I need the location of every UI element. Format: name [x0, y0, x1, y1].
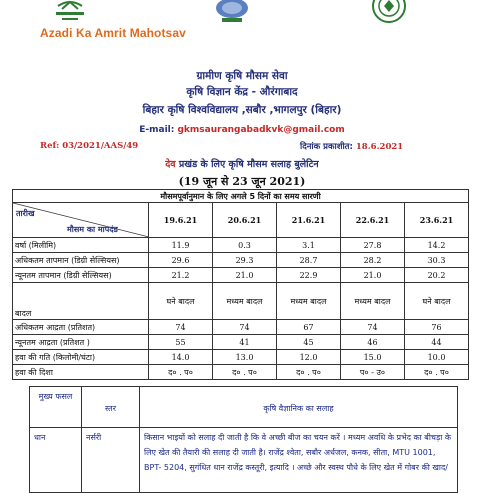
logo-strip [0, 0, 484, 24]
value-cell: 22.9 [277, 268, 341, 283]
value-cell: द० . प० [405, 365, 469, 380]
publish-date-value: 18.6.2021 [355, 142, 404, 152]
value-cell: 29.3 [213, 253, 277, 268]
value-cell: 0.3 [213, 238, 277, 253]
value-cell: प० - उ० [341, 365, 405, 380]
value-cell: 29.6 [149, 253, 213, 268]
value-cell: 14.2 [405, 238, 469, 253]
email-address: gkmsaurangabadkvk@gmail.com [177, 125, 345, 135]
date-cell: 22.6.21 [341, 203, 405, 238]
value-cell: घने बादल [405, 283, 469, 320]
date-cell: 21.6.21 [277, 203, 341, 238]
publish-date [300, 141, 403, 152]
bulletin-title [0, 157, 484, 170]
center-title: कृषि विज्ञान केंद्र - औरंगाबाद [186, 86, 298, 98]
kvk-seal-icon [364, 0, 414, 24]
value-cell: 10.0 [405, 350, 469, 365]
value-cell: 13.0 [213, 350, 277, 365]
table-row [13, 253, 469, 268]
advice-column-header: कृषि वैज्ञानिक का सलाह [140, 387, 458, 428]
bulletin-title-rest: प्रखंड के लिए कृषि मौसम सलाह बुलेटिन [178, 159, 319, 170]
value-cell: 46 [341, 335, 405, 350]
value-cell: द० . प० [149, 365, 213, 380]
parameter-cloud: बादल [13, 283, 149, 320]
value-cell: 28.2 [341, 253, 405, 268]
stage-column-header: स्तर [82, 387, 140, 428]
value-cell: 15.0 [341, 350, 405, 365]
table-caption-row [13, 190, 469, 203]
value-cell: द० . प० [277, 365, 341, 380]
parameter-wind-speed: हवा की गति (किलोमी/घंटा) [13, 350, 149, 365]
corner-cell [13, 203, 149, 238]
university-emblem-icon [214, 0, 250, 24]
value-cell: 44 [405, 335, 469, 350]
weather-forecast-table [12, 189, 469, 380]
value-cell: 20.2 [405, 268, 469, 283]
reference-number: Ref: 03/2021/AAS/49 [40, 141, 139, 151]
table-row [13, 335, 469, 350]
table-row [30, 428, 458, 493]
value-cell: मध्यम बादल [213, 283, 277, 320]
value-cell: 74 [149, 320, 213, 335]
parameter-wind-direction: हवा की दिशा [13, 365, 149, 380]
service-title: ग्रामीण कृषि मौसम सेवा [196, 70, 288, 82]
crop-stage: नर्सरी [82, 428, 140, 493]
crop-name: धान [30, 428, 82, 493]
value-cell: मध्यम बादल [277, 283, 341, 320]
date-header-row [13, 203, 469, 238]
value-cell: मध्यम बादल [341, 283, 405, 320]
value-cell: 21.0 [341, 268, 405, 283]
parameter-min-humidity: न्यूनतम आद्रता (प्रतिशत ) [13, 335, 149, 350]
advisory-header-row [30, 387, 458, 428]
date-cell: 23.6.21 [405, 203, 469, 238]
university-title: बिहार कृषि विश्वविद्यालय ,सबौर ,भागलपुर (बिहार) [142, 104, 342, 116]
value-cell: 55 [149, 335, 213, 350]
table-row [13, 238, 469, 253]
value-cell: 3.1 [277, 238, 341, 253]
parameter-max-humidity: अधिकतम आद्रता (प्रतिशत) [13, 320, 149, 335]
parameter-min-temp: न्यूनतम तापमान (डिग्री सेल्सियस) [13, 268, 149, 283]
table-row [13, 320, 469, 335]
table-row [13, 365, 469, 380]
advisory-table [29, 386, 458, 493]
parameter-max-temp: अधिकतम तापमान (डिग्री सेल्सियस) [13, 253, 149, 268]
value-cell: 28.7 [277, 253, 341, 268]
date-cell: 20.6.21 [213, 203, 277, 238]
value-cell: 74 [341, 320, 405, 335]
value-cell: 45 [277, 335, 341, 350]
forecast-date-range: (19 जून से 23 जून 2021) [178, 175, 306, 188]
block-name: देव [165, 159, 176, 170]
value-cell: 11.9 [149, 238, 213, 253]
publish-date-label: दिनांक प्रकाशीत: [300, 142, 353, 152]
value-cell: 67 [277, 320, 341, 335]
value-cell: 41 [213, 335, 277, 350]
email-label: E-mail: [139, 125, 175, 135]
crop-column-header: मुख्य फसल [30, 387, 82, 428]
value-cell: घने बादल [149, 283, 213, 320]
icar-logo-icon [48, 0, 92, 24]
parameter-rainfall: वर्षा (मिलीमि) [13, 238, 149, 253]
date-cell: 19.6.21 [149, 203, 213, 238]
value-cell: 21.2 [149, 268, 213, 283]
value-cell: 12.0 [277, 350, 341, 365]
value-cell: 74 [213, 320, 277, 335]
email-line [0, 125, 484, 135]
value-cell: 76 [405, 320, 469, 335]
value-cell: 21.0 [213, 268, 277, 283]
value-cell: 14.0 [149, 350, 213, 365]
table-row [13, 268, 469, 283]
table-caption: मौसमपूर्वानुमान के लिए अगले 5 दिनों का समय सारणी [13, 190, 469, 203]
table-row [13, 350, 469, 365]
value-cell: 30.3 [405, 253, 469, 268]
value-cell: द० . प० [213, 365, 277, 380]
parameter-label: मौसम का मापदंड [67, 225, 118, 234]
date-label: तारीख [16, 209, 35, 218]
brand-text: Azadi Ka Amrit Mahotsav [40, 26, 186, 40]
value-cell: 27.8 [341, 238, 405, 253]
advice-text: किसान भाइयों को सलाह दी जाती है कि वे अच्छी बीज का चयन करें । मध्यम अवधि के प्रभेद का बीचड़ा के लिए खेत की तैयारी की सलाह दी जाती है। राजेंद्र श्वेता, सबौर अर्धजल, कनक, सीता, MTU 1001, BPT- 5204, सुगंधित धान राजेंद्र कस्तूरी, इत्यादि । अच्छे और स्वस्थ पौधे के लिए खेत में गोबर की खाद/ [140, 428, 458, 493]
table-row [13, 283, 469, 320]
